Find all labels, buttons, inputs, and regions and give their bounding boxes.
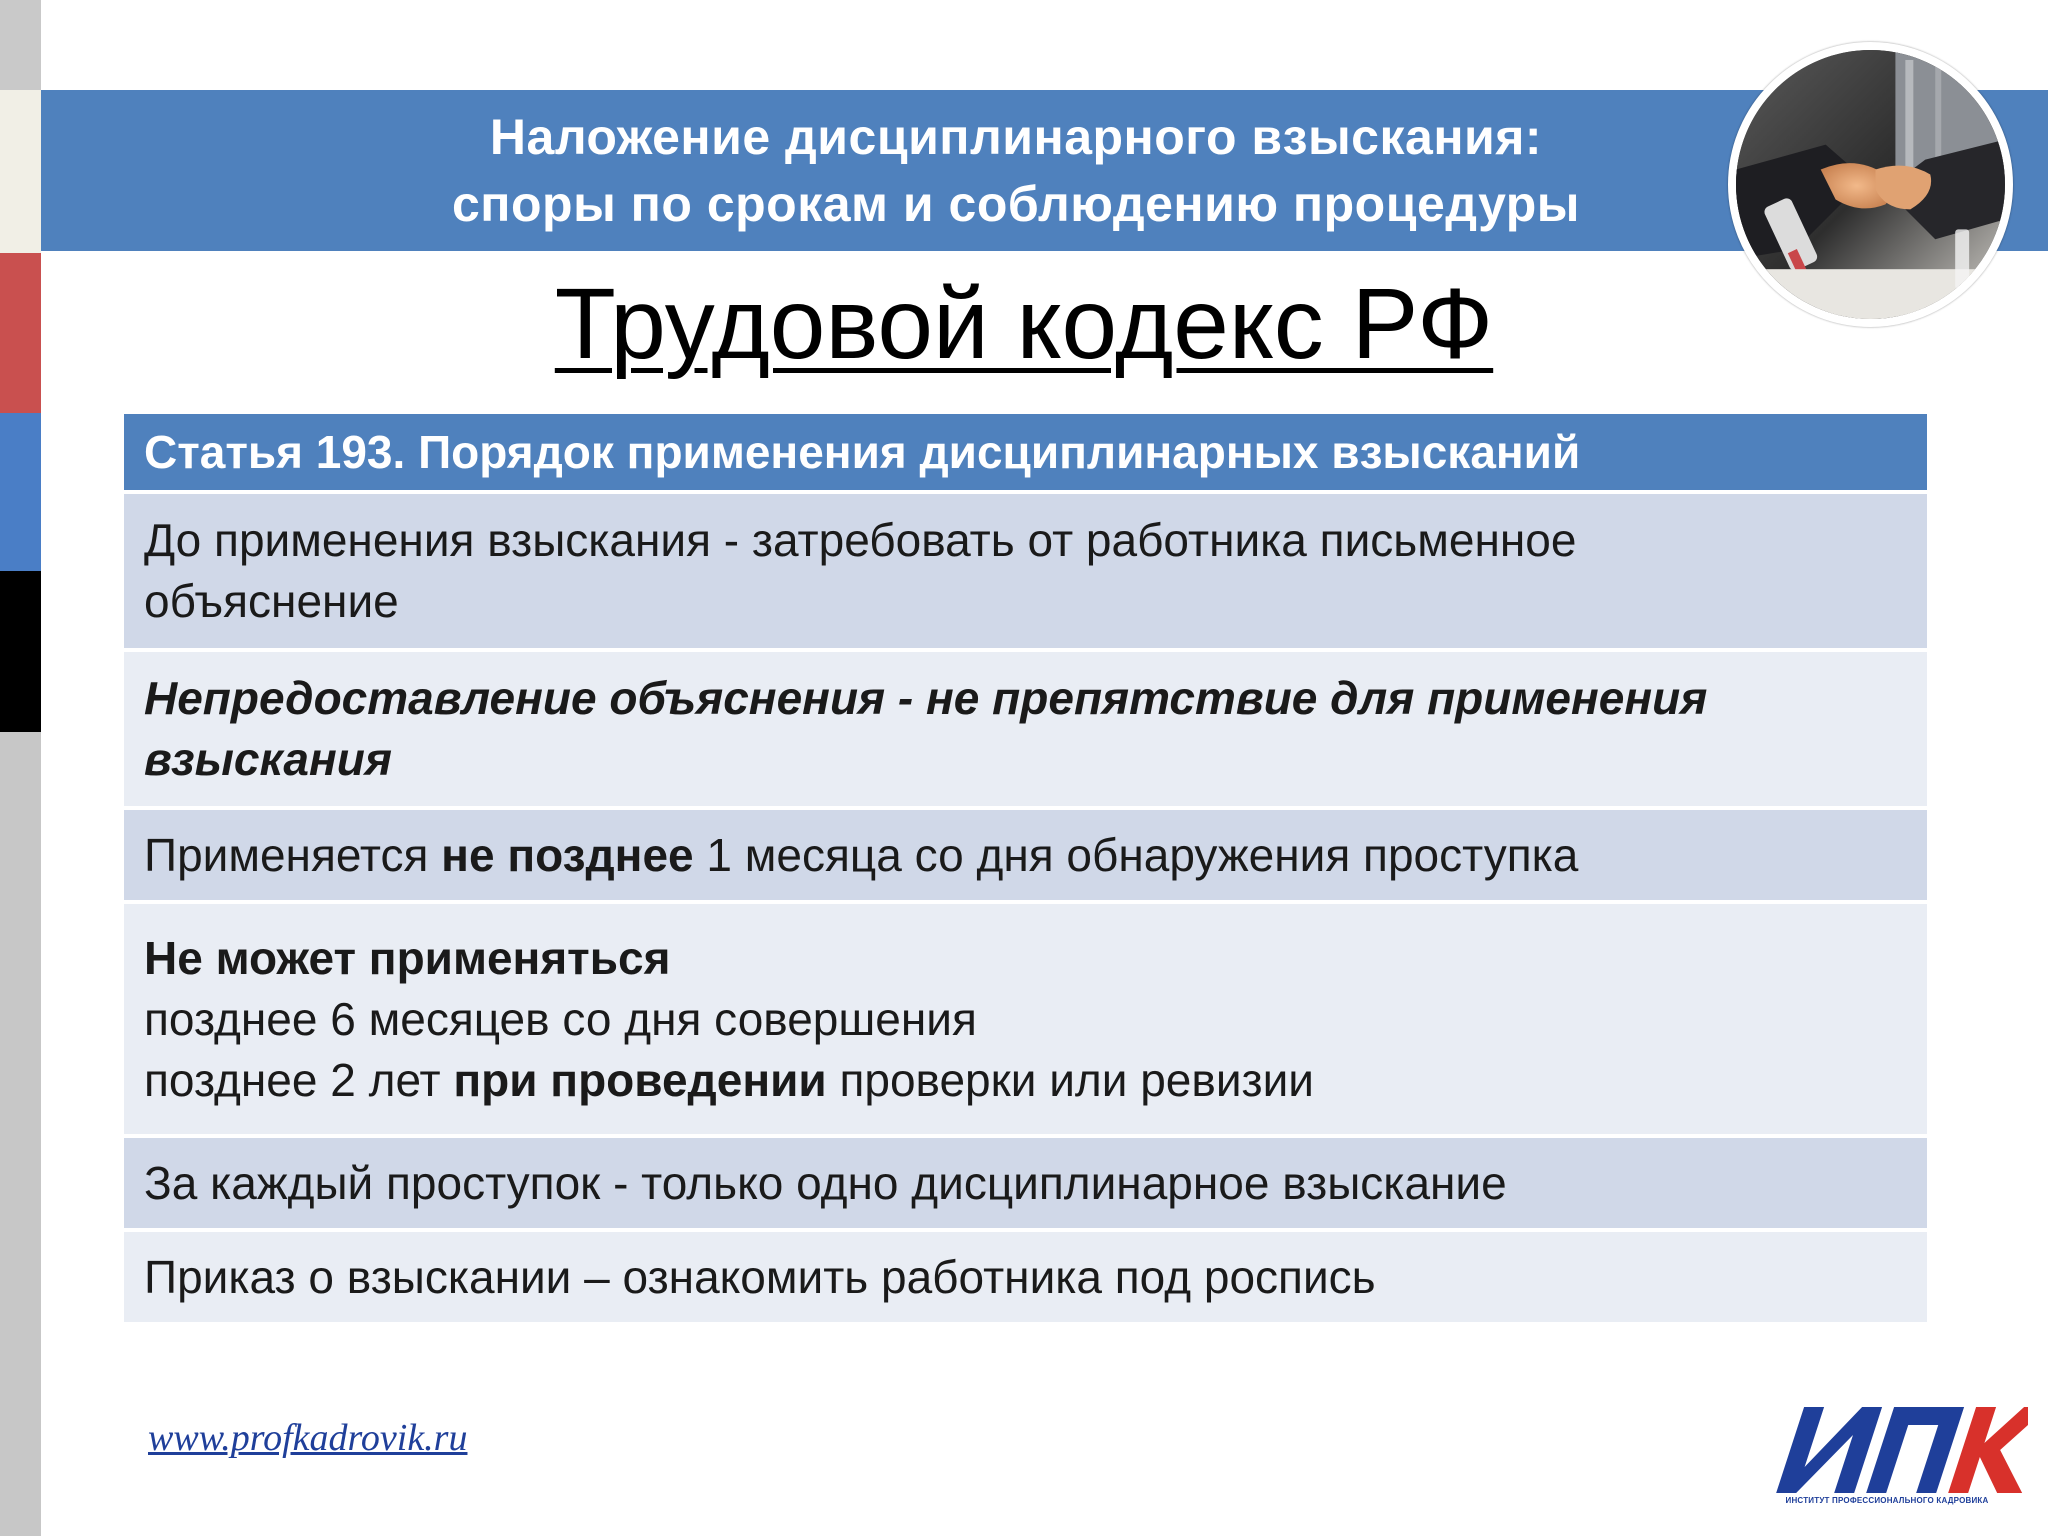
logo-subtitle: ИНСТИТУТ ПРОФЕССИОНАЛЬНОГО КАДРОВИКА <box>1785 1496 1989 1505</box>
row1-line2: объяснение <box>144 575 399 627</box>
row4-line3-suffix: проверки или ревизии <box>826 1053 1315 1106</box>
table-row <box>124 810 1927 904</box>
row3-bold: не позднее <box>441 828 694 881</box>
row3-prefix: Применяется <box>144 828 442 881</box>
article-table <box>124 414 1927 1326</box>
row4-line3-bold: при проведении <box>453 1053 827 1106</box>
row4-line2: позднее 6 месяцев со дня совершения <box>144 992 977 1045</box>
header-line-1: Наложение дисциплинарного взыскания: <box>489 108 1543 165</box>
row3-suffix: 1 месяца со дня обнаружения проступка <box>693 828 1579 881</box>
side-stripe-blue <box>0 413 41 571</box>
header-line-2: споры по срокам и соблюдению процедуры <box>452 175 1580 232</box>
website-link[interactable]: www.profkadrovik.ru <box>148 1417 468 1459</box>
table-row <box>124 1138 1927 1232</box>
side-stripe-black <box>0 571 41 732</box>
row2-line1: Непредоставление объяснения - не препятствие для применения <box>144 672 1708 724</box>
table-header-text: Статья 193. Порядок применения дисциплинарных взысканий <box>144 425 1581 478</box>
page-title-text: Трудовой кодекс РФ <box>554 268 1494 380</box>
row3-text <box>144 825 1907 886</box>
page-title <box>0 268 2048 380</box>
side-stripe-gray-bottom <box>0 732 41 1536</box>
side-stripe-cream <box>0 90 41 253</box>
row6-text: Приказ о взыскании – ознакомить работника под роспись <box>144 1250 1376 1303</box>
row5-text: За каждый проступок - только одно дисциплинарное взыскание <box>144 1156 1507 1209</box>
row4-line3-prefix: позднее 2 лет <box>144 1053 454 1106</box>
table-row <box>124 494 1927 652</box>
table-row <box>124 904 1927 1138</box>
row1-line1: До применения взыскания - затребовать от работника письменное <box>144 514 1577 566</box>
row2-line2: взыскания <box>144 733 392 785</box>
row4-line3 <box>144 1050 1907 1111</box>
header-title <box>41 90 1991 251</box>
row4-heading: Не может применяться <box>144 931 671 984</box>
table-header <box>124 414 1927 494</box>
side-stripe-gray <box>0 0 41 90</box>
table-row <box>124 1232 1927 1326</box>
table-row <box>124 652 1927 810</box>
